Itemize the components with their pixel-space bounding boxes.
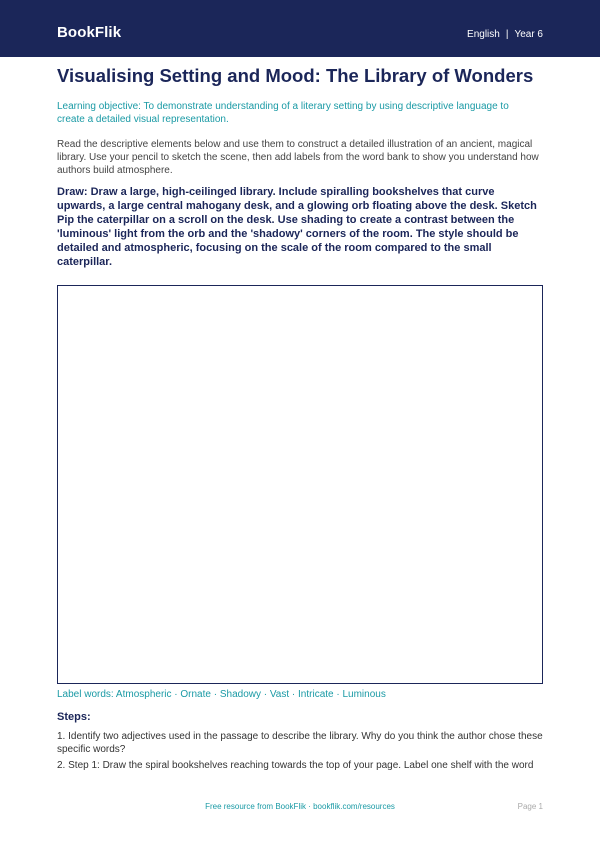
step-item: 1. Identify two adjectives used in the passage to describe the library. Why do you think the author chose these specific words? <box>57 731 543 755</box>
subject-year <box>467 29 543 40</box>
steps-list <box>57 730 545 775</box>
step-item: 2. Step 1: Draw the spiral bookshelves reaching towards the top of your page. Label one shelf with the word <box>57 760 534 771</box>
steps-heading: Steps: <box>57 711 91 723</box>
brand-logo: BookFlik <box>57 24 122 41</box>
page-number: Page 1 <box>517 802 543 811</box>
label-word-bank: Label words: Atmospheric · Ornate · Shadowy · Vast · Intricate · Luminous <box>57 689 386 700</box>
page-title: Visualising Setting and Mood: The Library of Wonders <box>57 65 534 86</box>
learning-objective: Learning objective: To demonstrate understanding of a literary setting by using descriptive language to create a detailed visual representation. <box>57 101 509 125</box>
subject-label: English <box>467 29 500 40</box>
header-bar <box>0 0 600 57</box>
footer-link[interactable]: Free resource from BookFlik · bookflik.com/resources <box>205 802 395 811</box>
drawing-area[interactable] <box>57 285 543 684</box>
separator: | <box>505 29 509 40</box>
intro-text: Read the descriptive elements below and use them to construct a detailed illustration of an ancient, magical library. Use your pencil to sketch the scene, then add labels from the word bank to show you understand how authors build atmosphere. <box>57 139 539 176</box>
draw-instruction: Draw: Draw a large, high-ceilinged library. Include spiralling bookshelves that curve upwards, a large central mahogany desk, and a glowing orb floating above the desk. Sketch Pip the caterpillar on a scroll on the desk. Use shading to create a contrast between the 'luminous' light from the orb and the 'shadowy' corners of the room. The style should be detailed and atmospheric, focusing on the scale of the room compared to the small caterpillar. <box>57 186 537 268</box>
year-label: Year 6 <box>514 29 543 40</box>
